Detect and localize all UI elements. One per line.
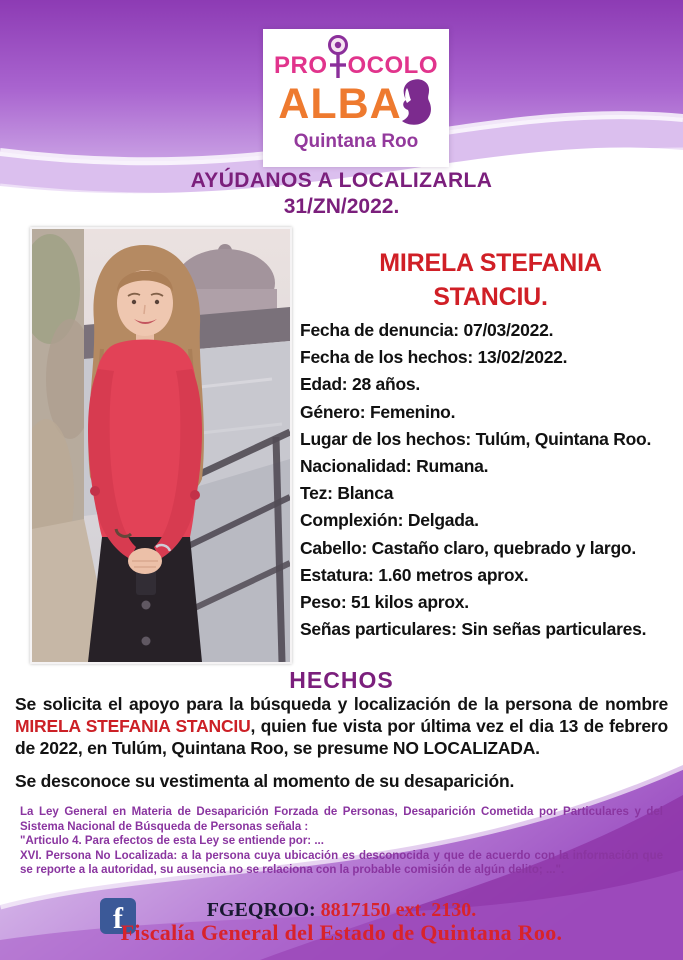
logo-protocolo: [263, 31, 449, 79]
logo-alba: [263, 79, 449, 129]
missing-person-name: [298, 246, 683, 314]
detail-genero: Género: Femenino.: [300, 401, 456, 422]
logo-protocolo-right: OCOLO: [347, 52, 438, 79]
detail-complexion: Complexión: Delgada.: [300, 510, 479, 531]
hechos-title: HECHOS: [289, 667, 394, 693]
facebook-glyph: f: [113, 902, 123, 934]
name-line-2: STANCIU.: [433, 283, 548, 311]
hechos-paragraph: [15, 694, 668, 759]
legal-line-3-rest: a la persona cuya ubicación es desconocida y que de acuerdo con la información que se reporte a la autoridad, su ausencia no se relaciona con la probable comisión de algún delito; ...".: [20, 849, 664, 877]
female-symbol-icon: [326, 34, 350, 84]
hechos-name-highlight: MIRELA STEFANIA STANCIU: [15, 715, 251, 736]
detail-fecha-hechos: Fecha de los hechos: 13/02/2022.: [300, 347, 568, 368]
logo-alba-text: ALBA: [278, 80, 402, 128]
legal-line-3-lead: XVI. Persona No Localizada:: [20, 849, 178, 862]
org-abbr: FGEQROO:: [206, 899, 316, 921]
detail-cabello: Cabello: Castaño claro, quebrado y largo.: [300, 537, 636, 558]
phone-number: 8817150 ext. 2130.: [315, 899, 477, 921]
help-line: AYÚDANOS A LOCALIZARLA: [190, 169, 493, 192]
detail-estatura: Estatura: 1.60 metros aprox.: [300, 564, 529, 585]
hechos-text-after: , quien fue vista por última vez el dia 13 de febrero de 2022, en Tulúm, Quintana Roo, se presume NO LOCALIZADA.: [15, 715, 669, 758]
protocolo-alba-logo: [263, 29, 449, 167]
missing-person-photo: [30, 227, 292, 664]
detail-edad: Edad: 28 años.: [300, 374, 421, 395]
detail-peso: Peso: 51 kilos aprox.: [300, 592, 469, 613]
footer-contact-line: [0, 899, 683, 922]
legal-text: [20, 805, 663, 878]
legal-line-3: [20, 849, 663, 878]
detail-fecha-denuncia: Fecha de denuncia: 07/03/2022.: [300, 320, 554, 340]
logo-region: Quintana Roo: [293, 131, 419, 152]
hechos-text-before: Se solicita el apoyo para la búsqueda y localización de la persona de nombre: [15, 694, 668, 714]
woman-silhouette-icon: [394, 77, 434, 127]
detail-senas-particulares: Señas particulares: Sin señas particulares.: [300, 619, 647, 640]
legal-line-1: La Ley General en Materia de Desaparición Forzada de Personas, Desaparición Cometida por Particulares y del Sistema Nacional de Búsqueda de Personas señala :: [20, 806, 663, 833]
clothing-note: Se desconoce su vestimenta al momento de su desaparición.: [15, 771, 515, 791]
detail-nacionalidad: Nacionalidad: Rumana.: [300, 456, 489, 477]
logo-protocolo-left: PRO: [273, 52, 328, 79]
detail-lugar-hechos: Lugar de los hechos: Tulúm, Quintana Roo.: [300, 428, 652, 449]
person-details-list: [300, 317, 683, 643]
case-number: 31/ZN/2022.: [283, 195, 400, 218]
legal-line-2: "Articulo 4. Para efectos de esta Ley se entiende por: ...: [20, 835, 324, 848]
name-line-1: MIRELA STEFANIA: [379, 249, 602, 277]
detail-tez: Tez: Blanca: [300, 483, 394, 504]
org-full-name: Fiscalía General del Estado de Quintana Roo.: [120, 920, 563, 945]
